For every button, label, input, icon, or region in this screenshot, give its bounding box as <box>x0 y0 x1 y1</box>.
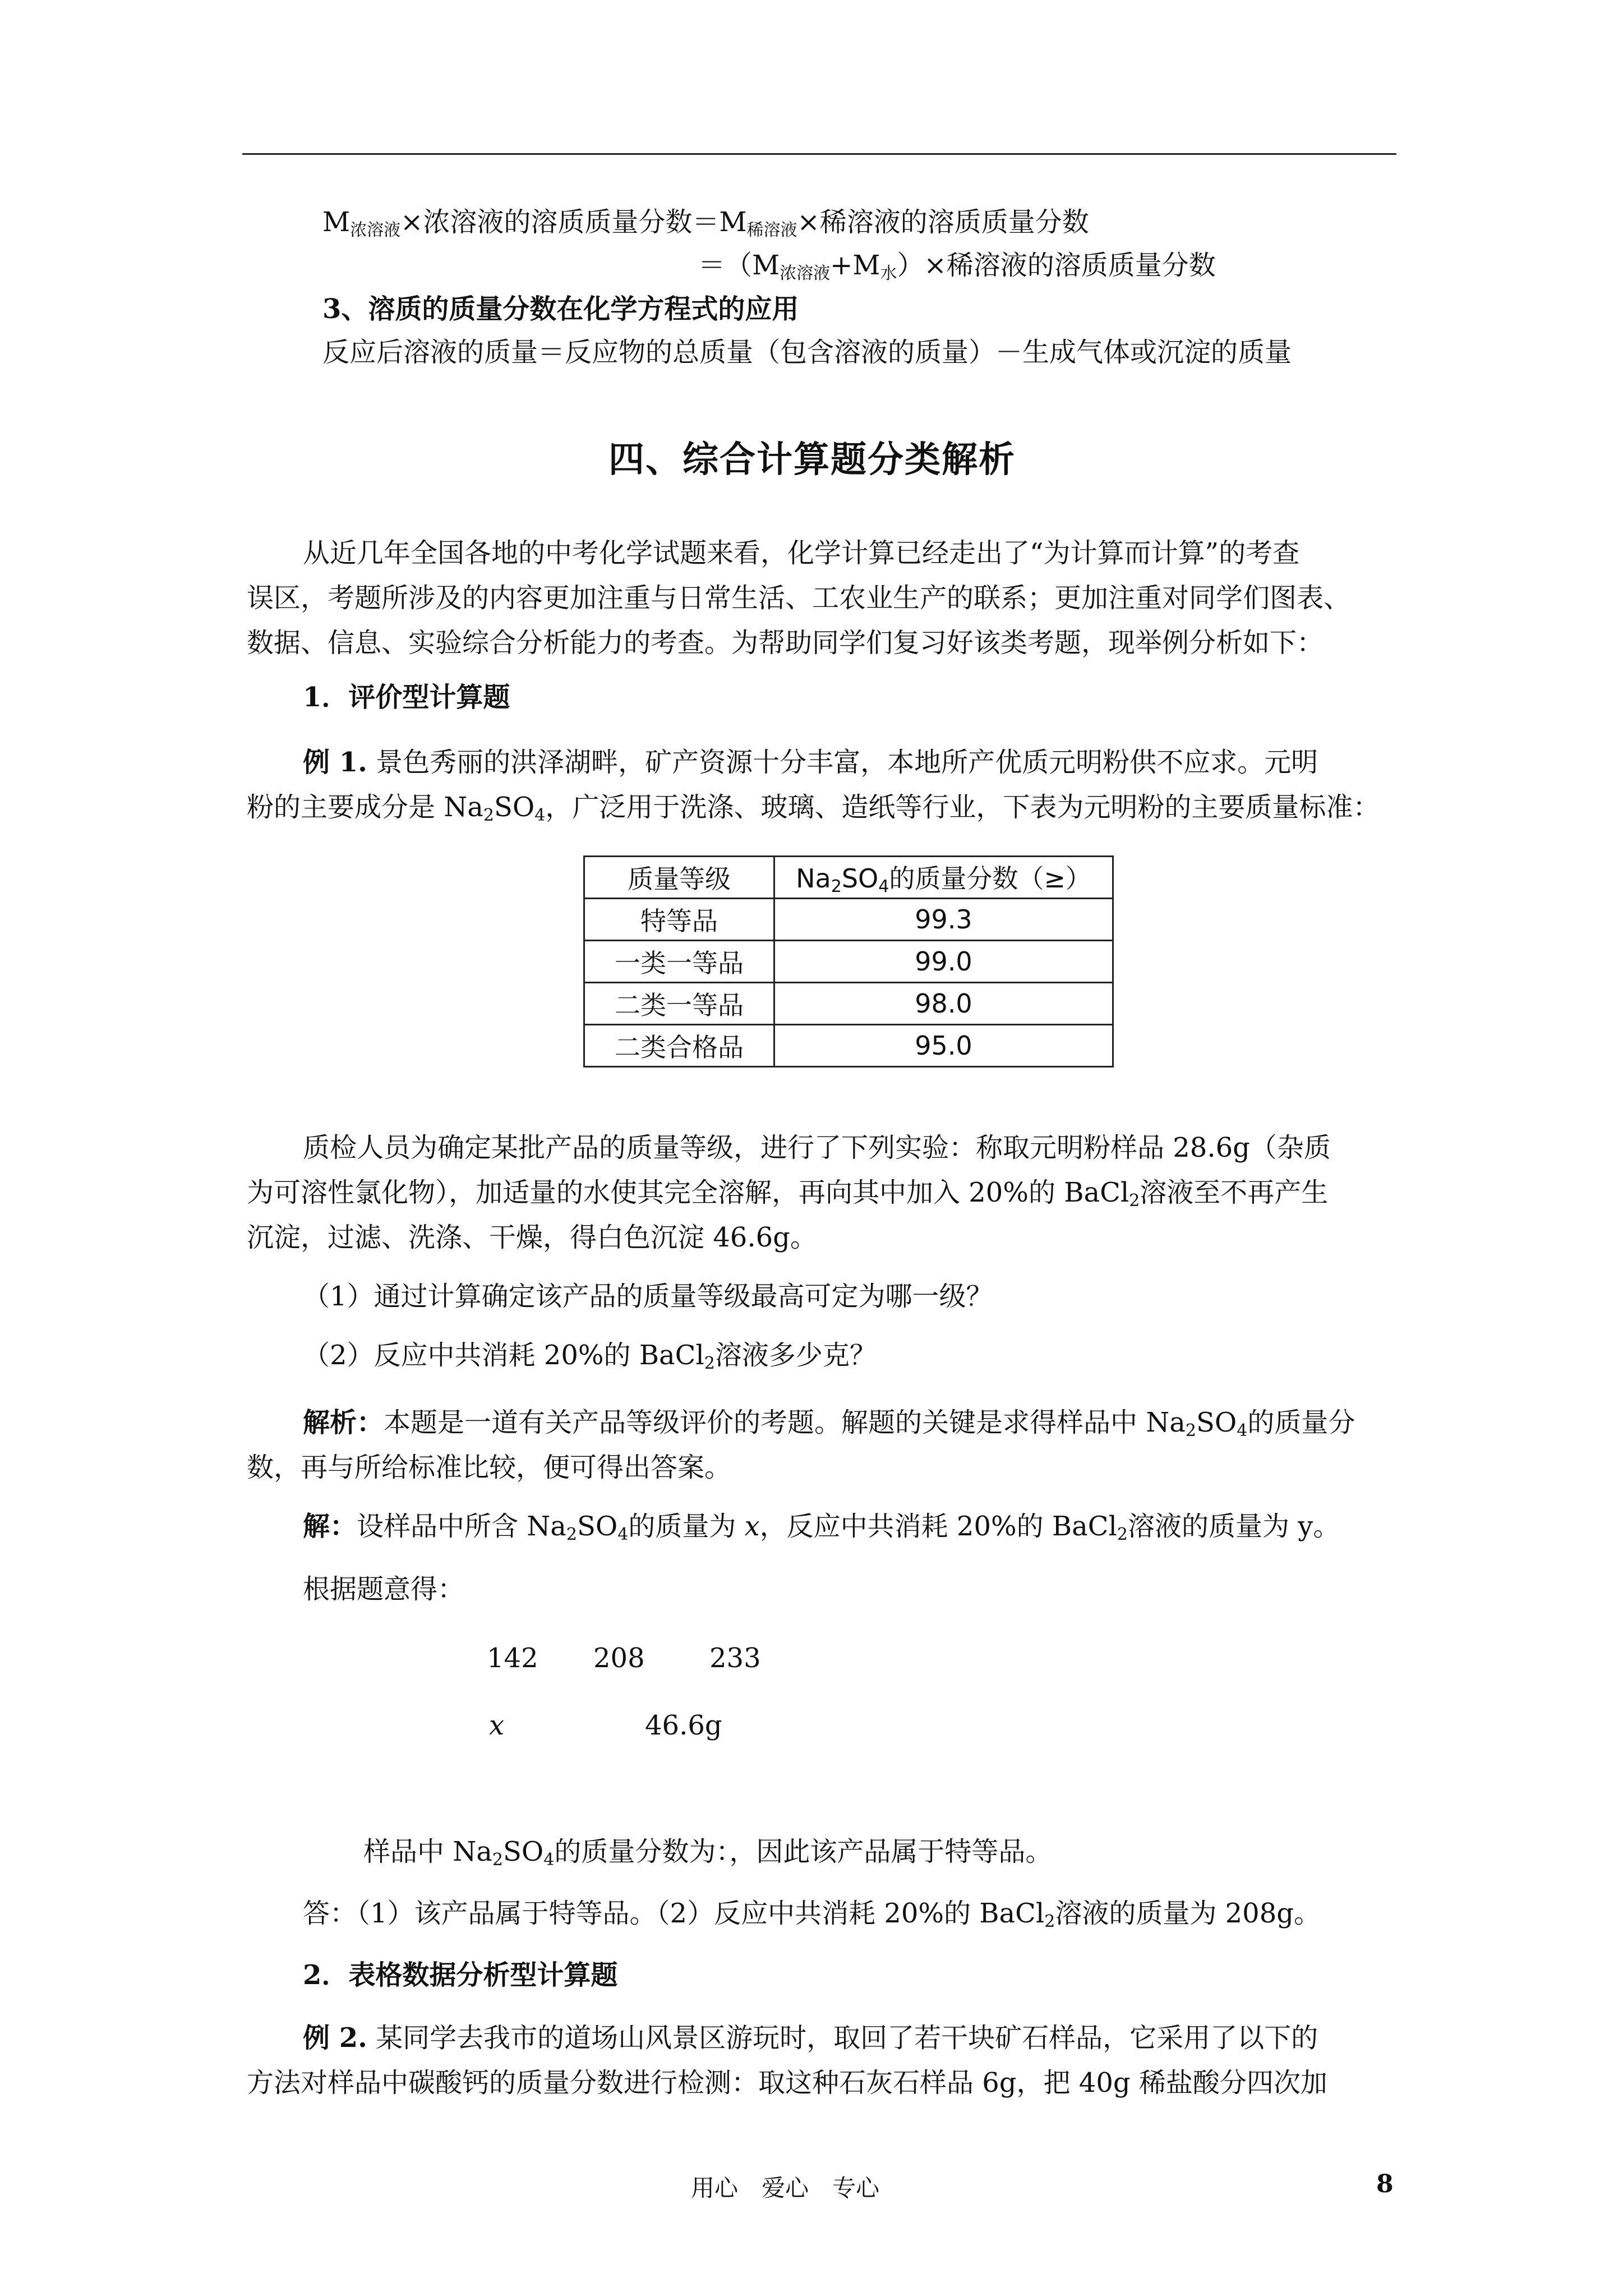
text: SO <box>1196 1407 1237 1438</box>
text: 的质量分数为：，因此该产品属于特等品。 <box>554 1836 1053 1867</box>
table-header-row <box>584 857 1113 899</box>
formula-text: ）×稀溶液的溶质质量分数 <box>897 250 1216 281</box>
section-3-line: 反应后溶液的质量＝反应物的总质量（包含溶液的质量）－生成气体或沉淀的质量 <box>322 337 1292 368</box>
table-cell-value: 99.3 <box>774 899 1113 941</box>
variable-x: x <box>744 1511 760 1542</box>
calc-value-208: 208 <box>593 1642 645 1674</box>
text: 答：（1）该产品属于特等品。（2）反应中共消耗 20%的 BaCl <box>303 1898 1045 1929</box>
table-cell-grade: 一类一等品 <box>584 941 774 983</box>
subscript: 4 <box>543 1850 555 1870</box>
intro-line-3: 数据、信息、实验综合分析能力的考查。为帮助同学们复习好该类考题，现举例分析如下： <box>247 627 1324 659</box>
subscript: 2 <box>1117 1525 1128 1544</box>
quality-standard-table <box>583 855 1114 1068</box>
subscript: 2 <box>566 1525 577 1544</box>
text: （2）反应中共消耗 20%的 BaCl <box>303 1340 704 1371</box>
table-header-grade: 质量等级 <box>584 857 774 899</box>
table-row <box>584 983 1113 1025</box>
by-problem-line: 根据题意得： <box>303 1573 465 1605</box>
analysis-label: 解析： <box>303 1407 384 1438</box>
subscript: 4 <box>1237 1421 1248 1441</box>
text: 粉的主要成分是 Na <box>247 792 483 823</box>
calc-value-233: 233 <box>709 1642 761 1674</box>
table-cell-value: 99.0 <box>774 941 1113 983</box>
answer-line <box>303 1896 1321 1939</box>
text: SO <box>841 863 879 894</box>
text: 的质量分 <box>1247 1407 1355 1438</box>
text: 的质量分数（≥） <box>889 863 1091 894</box>
formula-subscript: 浓溶液 <box>350 220 401 240</box>
question-2 <box>303 1338 877 1381</box>
example-text: 某同学去我市的道场山风景区游玩时，取回了若干块矿石样品，它采用了以下的 <box>367 2022 1318 2054</box>
table-row <box>584 899 1113 941</box>
text: 为可溶性氯化物），加适量的水使其完全溶解，再向其中加入 20%的 BaCl <box>247 1177 1129 1208</box>
experiment-line-2 <box>247 1175 1328 1218</box>
formula-subscript: 稀溶液 <box>746 220 797 240</box>
formula-text: M <box>322 206 351 238</box>
formula-line-2 <box>698 248 1216 291</box>
table-cell-grade: 二类一等品 <box>584 983 774 1025</box>
experiment-line-3: 沉淀，过滤、洗涤、干燥，得白色沉淀 46.6g。 <box>247 1222 817 1253</box>
text: 溶液的质量为 208g。 <box>1055 1898 1321 1929</box>
table-row <box>584 1025 1113 1067</box>
table-row <box>584 941 1113 983</box>
text: Na <box>796 863 831 894</box>
formula-subscript: 水 <box>880 264 897 283</box>
question-1: （1）通过计算确定该产品的质量等级最高可定为哪一级？ <box>303 1281 993 1312</box>
example-label: 例 1. <box>303 747 367 778</box>
subscript: 2 <box>704 1354 715 1373</box>
table-cell-value: 95.0 <box>774 1025 1113 1067</box>
text: SO <box>577 1511 618 1542</box>
calc-value-mass: 46.6g <box>645 1710 722 1741</box>
intro-line-2: 误区，考题所涉及的内容更加注重与日常生活、工农业生产的联系；更加注重对同学们图表、 <box>247 582 1351 614</box>
text: 样品中 Na <box>363 1836 492 1867</box>
text: ，广泛用于洗涤、玻璃、造纸等行业，下表为元明粉的主要质量标准： <box>545 792 1380 823</box>
subscript: 4 <box>878 877 889 896</box>
subscript: 2 <box>492 1850 503 1870</box>
type-2-heading: 2．表格数据分析型计算题 <box>303 1959 618 1991</box>
example-2-line-2: 方法对样品中碳酸钙的质量分数进行检测：取这种石灰石样品 6g，把 40g 稀盐酸分四次加 <box>247 2067 1327 2099</box>
header-rule <box>242 153 1396 155</box>
example-1-line-2 <box>247 790 1380 833</box>
formula-text: ×浓溶液的溶质质量分数＝M <box>400 206 747 238</box>
subscript: 4 <box>534 806 546 825</box>
calc-value-142: 142 <box>487 1642 538 1674</box>
text: SO <box>502 1836 544 1867</box>
solution-label: 解： <box>303 1511 357 1542</box>
example-label: 例 2. <box>303 2022 367 2054</box>
analysis-line-2: 数，再与所给标准比较，便可得出答案。 <box>247 1452 732 1483</box>
table-cell-value: 98.0 <box>774 983 1113 1025</box>
text: 溶液的质量为 y。 <box>1127 1511 1340 1542</box>
subscript: 2 <box>831 877 842 896</box>
intro-line-1: 从近几年全国各地的中考化学试题来看，化学计算已经走出了“为计算而计算”的考查 <box>303 537 1300 569</box>
calc-variable-x: x <box>489 1710 505 1741</box>
formula-text: +M <box>830 250 880 281</box>
section-3-heading: 3、溶质的质量分数在化学方程式的应用 <box>322 293 799 325</box>
table-header-fraction <box>774 857 1113 899</box>
subscript: 2 <box>483 806 494 825</box>
text: SO <box>494 792 535 823</box>
result-line <box>363 1834 1052 1878</box>
example-1-line-1 <box>303 745 1318 780</box>
experiment-line-1: 质检人员为确定某批产品的质量等级，进行了下列实验：称取元明粉样品 28.6g（杂质 <box>303 1132 1331 1163</box>
text: 设样品中所含 Na <box>357 1511 566 1542</box>
example-text: 景色秀丽的洪泽湖畔，矿产资源十分丰富，本地所产优质元明粉供不应求。元明 <box>367 747 1318 778</box>
formula-line-1 <box>322 205 1089 248</box>
subscript: 2 <box>1129 1191 1140 1211</box>
solution-line <box>303 1509 1340 1552</box>
footer-text: 用心 爱心 专心 <box>691 2174 880 2202</box>
analysis-line-1 <box>303 1405 1355 1448</box>
text: 的质量为 <box>628 1511 745 1542</box>
subscript: 2 <box>1185 1421 1196 1441</box>
text: 溶液多少克？ <box>714 1340 877 1371</box>
page-number: 8 <box>1376 2170 1394 2198</box>
table-cell-grade: 特等品 <box>584 899 774 941</box>
text: ，反应中共消耗 20%的 BaCl <box>759 1511 1117 1542</box>
subscript: 4 <box>617 1525 629 1544</box>
type-1-heading: 1．评价型计算题 <box>303 682 510 713</box>
formula-subscript: 浓溶液 <box>780 264 831 283</box>
text: 本题是一道有关产品等级评价的考题。解题的关键是求得样品中 Na <box>384 1407 1186 1438</box>
example-2-line-1 <box>303 2021 1318 2055</box>
chapter-title: 四、综合计算题分类解析 <box>608 439 1016 481</box>
formula-text: ×稀溶液的溶质质量分数 <box>797 206 1089 238</box>
formula-text: ＝（M <box>698 250 780 281</box>
table-cell-grade: 二类合格品 <box>584 1025 774 1067</box>
text: 溶液至不再产生 <box>1140 1177 1329 1208</box>
subscript: 2 <box>1044 1912 1055 1931</box>
